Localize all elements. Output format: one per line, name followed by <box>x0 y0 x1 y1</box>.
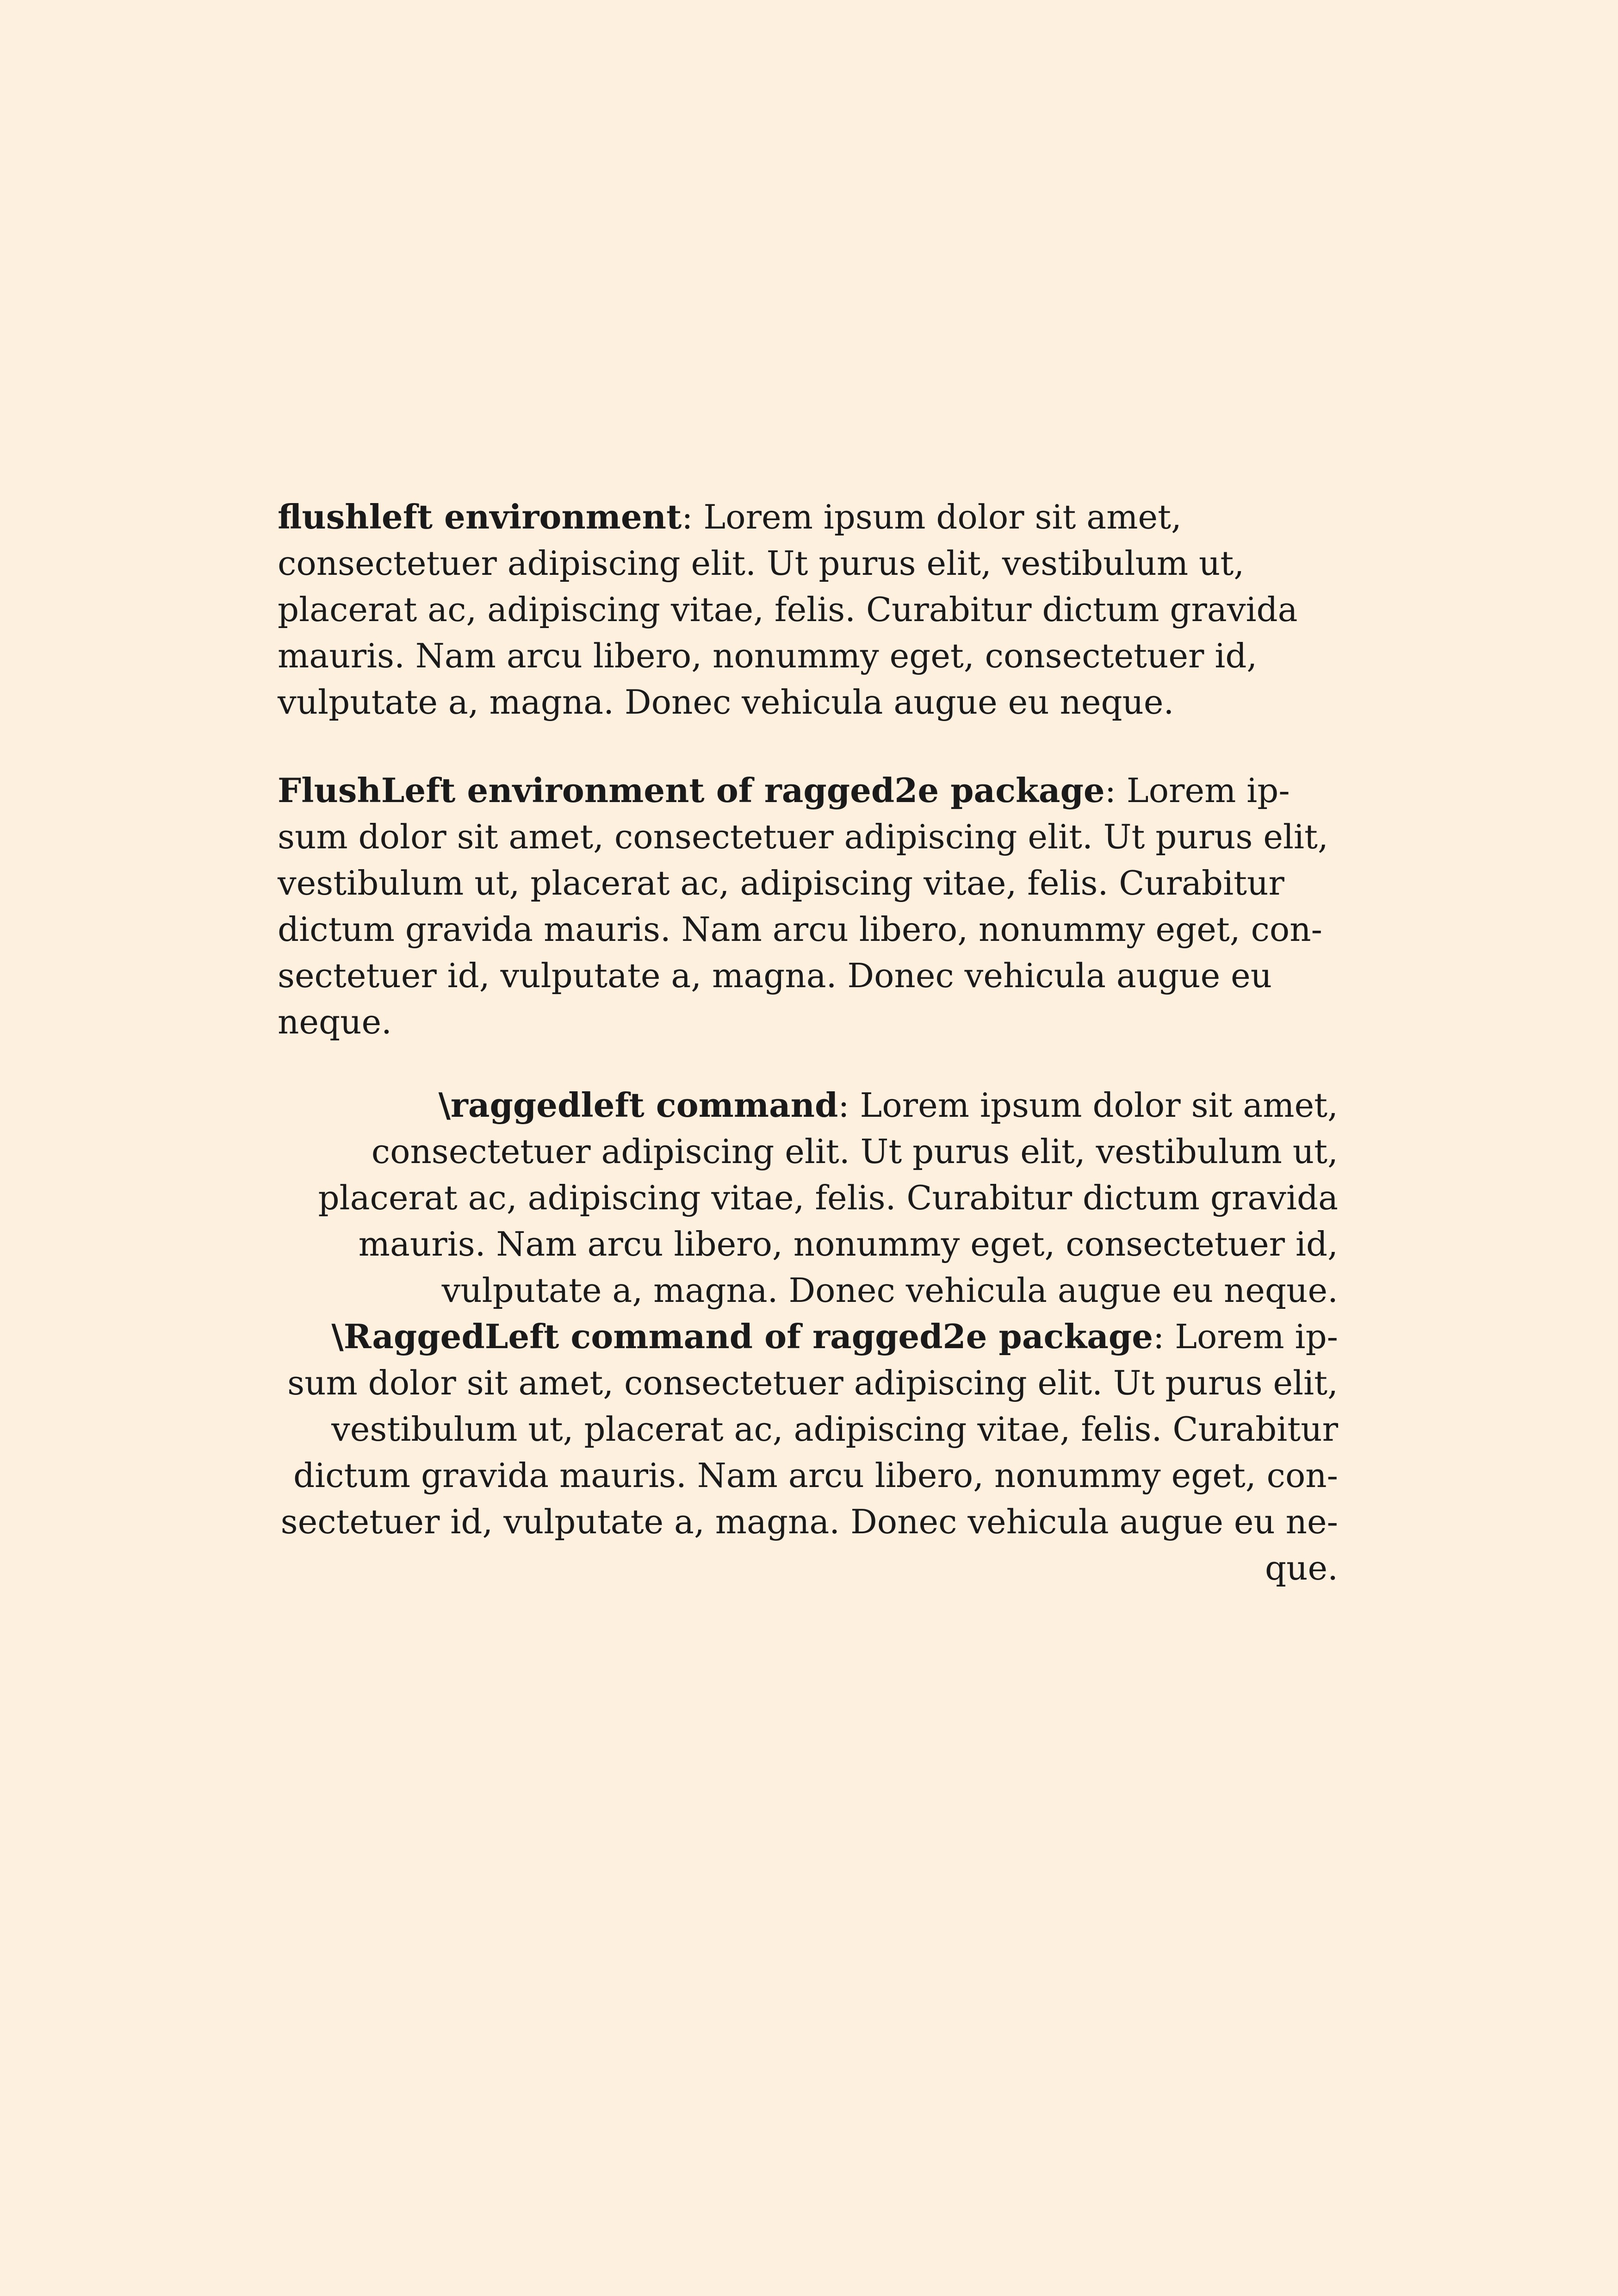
text-line <box>278 860 1338 906</box>
text-line <box>278 814 1338 860</box>
text-span: : Lorem ip- <box>1153 1317 1338 1356</box>
text-line <box>278 1360 1338 1406</box>
text-span: que. <box>1265 1549 1338 1587</box>
paragraph-heading: \RaggedLeft command of ragged2e package <box>331 1317 1153 1356</box>
text-line <box>278 999 1338 1045</box>
text-line <box>278 1267 1338 1313</box>
text-line <box>278 1221 1338 1267</box>
text-span: sectetuer id, vulputate a, magna. Donec vehicula augue eu ne- <box>280 1502 1338 1541</box>
text-span: vestibulum ut, placerat ac, adipiscing vitae, felis. Curabitur <box>278 864 1284 902</box>
text-span: consectetuer adipiscing elit. Ut purus elit, vestibulum ut, <box>371 1132 1338 1171</box>
text-span: mauris. Nam arcu libero, nonummy eget, consectetuer id, <box>358 1225 1338 1263</box>
text-line <box>278 1452 1338 1499</box>
text-span: sectetuer id, vulputate a, magna. Donec vehicula augue eu <box>278 956 1272 995</box>
text-line <box>278 1128 1338 1175</box>
text-span: placerat ac, adipiscing vitae, felis. Curabitur dictum gravida <box>318 1178 1338 1217</box>
text-span: dictum gravida mauris. Nam arcu libero, nonummy eget, con- <box>293 1456 1338 1495</box>
text-span: dictum gravida mauris. Nam arcu libero, nonummy eget, con- <box>278 910 1322 949</box>
text-line <box>278 767 1338 814</box>
text-span: : Lorem ip- <box>1104 771 1290 810</box>
paragraph-heading: flushleft environment <box>278 497 682 536</box>
text-span: vulputate a, magna. Donec vehicula augue eu neque. <box>278 683 1174 722</box>
text-span: neque. <box>278 1002 392 1041</box>
paragraph-heading: FlushLeft environment of ragged2e package <box>278 771 1105 810</box>
text-line <box>278 906 1338 952</box>
text-span: sum dolor sit amet, consectetuer adipiscing elit. Ut purus elit, <box>278 817 1328 856</box>
text-line <box>278 1406 1338 1452</box>
text-line <box>278 586 1338 633</box>
text-line <box>278 494 1338 540</box>
text-span: sum dolor sit amet, consectetuer adipiscing elit. Ut purus elit, <box>287 1363 1338 1402</box>
text-line <box>278 1082 1338 1128</box>
text-line <box>278 679 1338 725</box>
text-line <box>278 633 1338 679</box>
text-line <box>278 1545 1338 1591</box>
text-line <box>278 1313 1338 1360</box>
text-span: placerat ac, adipiscing vitae, felis. Curabitur dictum gravida <box>278 590 1298 629</box>
text-span: mauris. Nam arcu libero, nonummy eget, consectetuer id, <box>278 636 1258 675</box>
paragraph-heading: \raggedleft command <box>438 1085 838 1125</box>
text-line <box>278 1499 1338 1545</box>
text-line <box>278 540 1338 586</box>
text-line <box>278 1175 1338 1221</box>
text-span: consectetuer adipiscing elit. Ut purus elit, vestibulum ut, <box>278 544 1245 583</box>
text-span: : Lorem ipsum dolor sit amet, <box>682 498 1182 536</box>
text-span: vestibulum ut, placerat ac, adipiscing vitae, felis. Curabitur <box>331 1410 1338 1449</box>
text-span: : Lorem ipsum dolor sit amet, <box>838 1086 1338 1125</box>
text-span: vulputate a, magna. Donec vehicula augue eu neque. <box>441 1271 1338 1310</box>
text-line <box>278 952 1338 999</box>
